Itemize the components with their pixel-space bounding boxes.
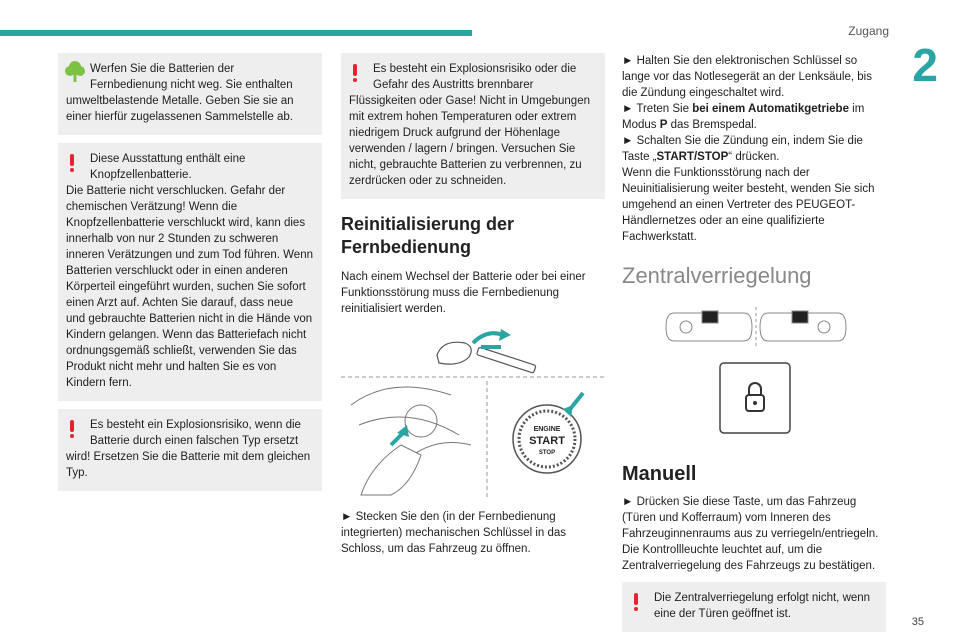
- reinit-step: ► Stecken Sie den (in der Fernbedienung integrierten) mechanischen Schlüssel in das Schloss, um das Fahrzeug zu öffnen.: [341, 511, 567, 555]
- key-start-illustration: [341, 325, 605, 499]
- step-brake: [622, 101, 886, 133]
- chapter-number: 2: [912, 39, 938, 91]
- manual-heading: Manuell: [622, 463, 697, 485]
- header-accent-bar: [0, 30, 472, 36]
- step-brake-text-3: das Bremspedal.: [667, 119, 757, 131]
- reinit-intro: Nach einem Wechsel der Batterie oder bei einer Funktionsstörung muss die Fernbedienung reinitialisiert werden.: [341, 271, 586, 315]
- warning-box-gas: [341, 53, 605, 199]
- central-locking-heading: Zentralverriegelung: [622, 263, 812, 288]
- fault-note: Wenn die Funktionsstörung nach der Neuinitialisierung weiter besteht, wenden Sie sich umgehend an einen Vertreter des PEUGEOT-Händlernetzes oder an eine qualifizierte Fachwerkstatt.: [622, 167, 875, 243]
- dashboard-right-icon: [760, 311, 846, 341]
- column-middle: [341, 53, 605, 557]
- warning-lead: Diese Ausstattung enthält eine Knopfzellenbatterie.: [90, 153, 246, 181]
- section-title: Zugang: [848, 24, 889, 38]
- lock-button-drawing: [622, 303, 886, 453]
- warning-lead: Es besteht ein Explosionsrisiko oder die Gefahr des Austritts brennbarer: [373, 63, 577, 91]
- warning-box-door-open: [622, 582, 886, 632]
- manual-text: ► Drücken Sie diese Taste, um das Fahrzeug (Türen und Kofferraum) vom Inneren des Fahrzeuginnenraums aus zu verriegeln/entriegeln. Die Kontrollleuchte leuchtet auf, um die Zentralverriegelung des Fahrzeugs zu bestätigen.: [622, 496, 879, 572]
- warning-box-battery: [58, 143, 322, 401]
- warning-icon: [70, 420, 75, 438]
- warning-icon: [353, 64, 358, 82]
- warning-icon: [70, 154, 75, 172]
- step-brake-text: ► Treten Sie: [622, 103, 693, 115]
- dashboard-left-icon: [666, 311, 752, 341]
- key-start-drawing: [341, 325, 605, 499]
- column-right: [622, 53, 886, 640]
- eco-note-lead: Werfen Sie die Batterien der Fernbedienung nicht weg. Sie enthalten: [90, 63, 293, 91]
- button-label-engine: ENGINE: [533, 426, 561, 433]
- lock-button-icon: [720, 363, 790, 433]
- warning-text: Die Zentralverriegelung erfolgt nicht, wenn eine der Türen geöffnet ist.: [654, 592, 871, 620]
- step-ignition-bold: START/STOP: [656, 151, 729, 163]
- central-locking-illustration: [622, 303, 886, 453]
- step-hold-key: ► Halten Sie den elektronischen Schlüssel so lange vor das Notlesegerät an der Lenksäule, bis die Zündung eingeschaltet wird.: [622, 55, 872, 99]
- button-label-stop: STOP: [538, 450, 556, 456]
- step-ignition-text: ► Schalten Sie die Zündung ein, indem Sie die Taste „: [622, 135, 863, 163]
- step-ignition: [622, 133, 886, 165]
- eco-tree-icon: [64, 59, 86, 83]
- warning-icon: [634, 593, 639, 611]
- step-brake-bold: bei einem Automatikgetriebe: [692, 103, 849, 115]
- warning-box-explosion: [58, 409, 322, 491]
- page-number: 35: [911, 616, 924, 628]
- warning-text: Flüssigkeiten oder Gase! Nicht in Umgebungen mit extrem hohen Temperaturen oder extrem niedrigem Druck aufgrund der Höhenlage verwenden / lagern / bringen. Versuchen Sie nicht, gebrauchte Batterien zu verbrennen, zu zerdrücken oder zu schneiden.: [349, 95, 590, 187]
- eco-note-box: [58, 53, 322, 135]
- reinit-heading: Reinitialisierung der Fernbedienung: [341, 214, 515, 257]
- eco-note-text: umweltbelastende Metalle. Geben Sie sie an einer hierfür zugelassenen Sammelstelle ab.: [66, 95, 294, 123]
- button-label-start: START: [529, 435, 565, 447]
- warning-text: Die Batterie nicht verschlucken. Gefahr der chemischen Verätzung! Wenn die Knopfzellenbatterie verschluckt wird, kann dies innerhalb von nur 2 Stunden zu schweren inneren Verätzungen und zum Tod führen. Wenn Batterien verschluckt oder in einen anderen Körperteil eingeführt wurden, suchen Sie sofort einen Arzt auf. Achten Sie darauf, dass neue und gebrauchte Batterien nicht in die Hände von Kindern gelangen. Wenn das Batteriefach nicht ordnungsgemäß schließt, verwenden Sie das Produkt nicht mehr und halten Sie es von Kindern fern.: [66, 185, 313, 389]
- step-brake-mode: P: [659, 119, 668, 131]
- warning-lead: Es besteht ein Explosionsrisiko, wenn die Batterie durch einen falschen Typ ersetzt: [90, 419, 301, 447]
- step-ignition-text-2: “ drücken.: [728, 151, 780, 163]
- steering-column-icon: [351, 387, 471, 495]
- step-brake-text-2: im Modus: [622, 103, 865, 131]
- warning-text: wird! Ersetzen Sie die Batterie mit dem gleichen Typ.: [66, 451, 311, 479]
- column-left: [58, 53, 322, 499]
